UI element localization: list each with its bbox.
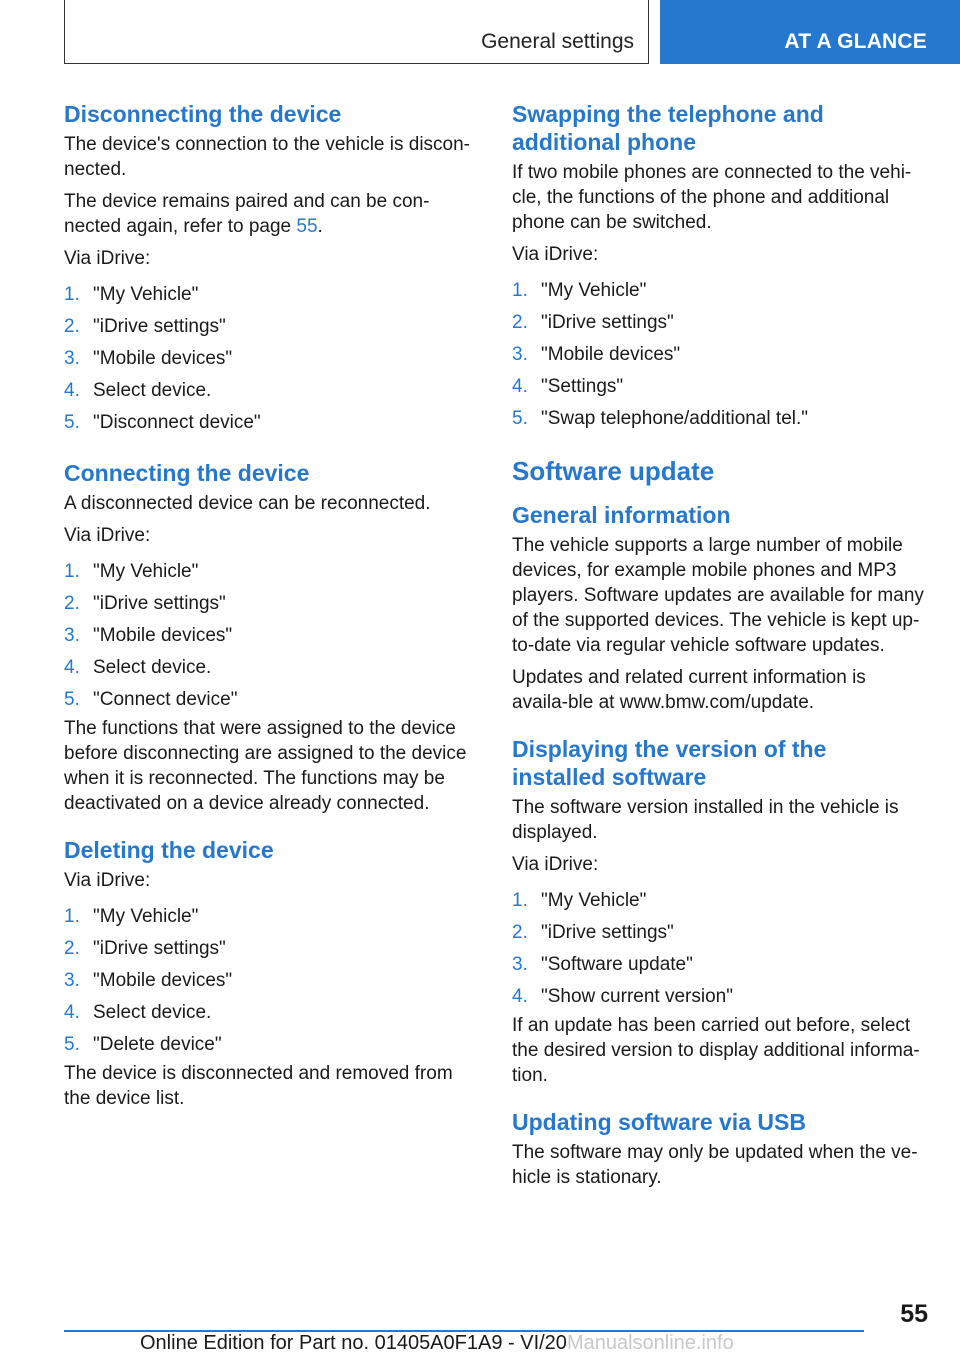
list-item	[512, 885, 924, 917]
page-number: 55	[900, 1300, 928, 1328]
step-text: "Swap telephone/additional tel."	[541, 408, 809, 429]
step-text: "My Vehicle"	[93, 284, 199, 305]
step-number: 1.	[512, 280, 528, 301]
list-item	[64, 684, 476, 716]
paragraph: The functions that were assigned to the device before disconnecting are assigned to the device when it is reconnected. The functions may be deactivated on a device already connected.	[64, 718, 467, 814]
step-number: 1.	[64, 561, 80, 582]
via-idrive-label: Via iDrive:	[512, 854, 599, 875]
list-item	[512, 981, 924, 1013]
step-number: 3.	[64, 348, 80, 369]
step-number: 3.	[512, 344, 528, 365]
section-general-information	[512, 501, 924, 715]
step-number: 1.	[64, 906, 80, 927]
step-text: Select device.	[93, 1002, 212, 1023]
step-number: 4.	[512, 376, 528, 397]
step-text: "My Vehicle"	[541, 890, 647, 911]
step-text: "Delete device"	[93, 1034, 222, 1055]
step-text: "iDrive settings"	[541, 312, 674, 333]
footer-edition-text: Online Edition for Part no. 01405A0F1A9 - VI/20	[140, 1332, 567, 1354]
step-text: "iDrive settings"	[541, 922, 674, 943]
header-badge: AT A GLANCE	[784, 30, 927, 53]
heading-deleting: Deleting the device	[64, 837, 274, 863]
paragraph: The device is disconnected and removed from the device list.	[64, 1063, 453, 1109]
heading-general-information: General information	[512, 502, 731, 528]
list-item	[64, 588, 476, 620]
steps-list	[512, 275, 924, 435]
step-text: "Settings"	[541, 376, 624, 397]
left-column	[64, 100, 476, 1131]
step-text: "My Vehicle"	[93, 906, 199, 927]
heading-updating-usb: Updating software via USB	[512, 1109, 806, 1135]
step-text: "Software update"	[541, 954, 693, 975]
list-item	[512, 275, 924, 307]
list-item	[64, 901, 476, 933]
paragraph: The device's connection to the vehicle is discon-nected.	[64, 134, 471, 180]
step-number: 4.	[64, 380, 80, 401]
list-item	[512, 403, 924, 435]
section-disconnecting	[64, 100, 476, 439]
step-text: "Mobile devices"	[93, 625, 233, 646]
header-badge-box	[660, 0, 960, 64]
section-software-update	[512, 455, 924, 487]
heading-swapping: Swapping the telephone and additional phone	[512, 101, 824, 155]
list-item	[512, 339, 924, 371]
via-idrive-label: Via iDrive:	[64, 525, 151, 546]
step-number: 2.	[512, 312, 528, 333]
paragraph: The software version installed in the vehicle is displayed.	[512, 797, 899, 843]
list-item	[64, 965, 476, 997]
paragraph: Updates and related current information is availa-ble at www.bmw.com/update.	[512, 667, 866, 713]
step-number: 2.	[64, 316, 80, 337]
list-item	[64, 933, 476, 965]
step-number: 4.	[64, 1002, 80, 1023]
paragraph: A disconnected device can be reconnected.	[64, 493, 431, 514]
steps-list	[512, 885, 924, 1013]
paragraph: The vehicle supports a large number of mobile devices, for example mobile phones and MP3 players. Software updates are available for many of the supported devices. The vehicle is kept up-to-date via regular vehicle software updates.	[512, 535, 924, 656]
header-section-box	[64, 0, 649, 64]
steps-list	[64, 901, 476, 1061]
step-text: "Mobile devices"	[93, 970, 233, 991]
section-updating-usb	[512, 1108, 924, 1190]
section-displaying-version	[512, 735, 924, 1088]
list-item	[64, 556, 476, 588]
step-text: "Mobile devices"	[93, 348, 233, 369]
header-section-title: General settings	[481, 30, 634, 53]
paragraph-text: The device remains paired and can be con-nected again, refer to page	[64, 191, 430, 237]
page-link[interactable]: 55	[296, 216, 318, 237]
step-text: "My Vehicle"	[93, 561, 199, 582]
paragraph: If two mobile phones are connected to the vehi-cle, the functions of the phone and additional phone can be switched.	[512, 162, 912, 233]
step-text: "iDrive settings"	[93, 938, 226, 959]
list-item	[512, 917, 924, 949]
step-text: "Mobile devices"	[541, 344, 681, 365]
step-number: 1.	[512, 890, 528, 911]
step-number: 5.	[64, 1034, 80, 1055]
via-idrive-label: Via iDrive:	[64, 870, 151, 891]
section-swapping	[512, 100, 924, 435]
heading-disconnecting: Disconnecting the device	[64, 101, 342, 127]
list-item	[512, 371, 924, 403]
list-item	[512, 307, 924, 339]
list-item	[64, 407, 476, 439]
paragraph: If an update has been carried out before, select the desired version to display additional informa-tion.	[512, 1015, 920, 1086]
step-number: 5.	[64, 412, 80, 433]
step-number: 2.	[64, 593, 80, 614]
watermark: Manualsonline.info	[566, 1332, 734, 1354]
steps-list	[64, 556, 476, 716]
step-number: 5.	[64, 689, 80, 710]
heading-displaying-version: Displaying the version of the installed software	[512, 736, 827, 790]
heading-connecting: Connecting the device	[64, 460, 310, 486]
step-text: "iDrive settings"	[93, 316, 226, 337]
list-item	[64, 343, 476, 375]
step-text: "Connect device"	[93, 689, 238, 710]
via-idrive-label: Via iDrive:	[512, 244, 599, 265]
paragraph	[64, 189, 476, 239]
step-number: 2.	[64, 938, 80, 959]
step-text: "My Vehicle"	[541, 280, 647, 301]
step-text: "Disconnect device"	[93, 412, 261, 433]
list-item	[64, 652, 476, 684]
list-item	[64, 279, 476, 311]
section-deleting	[64, 836, 476, 1111]
step-number: 4.	[64, 657, 80, 678]
step-number: 2.	[512, 922, 528, 943]
via-idrive-label: Via iDrive:	[64, 248, 151, 269]
paragraph: The software may only be updated when the ve-hicle is stationary.	[512, 1142, 918, 1188]
step-number: 3.	[64, 625, 80, 646]
step-number: 3.	[64, 970, 80, 991]
step-number: 5.	[512, 408, 528, 429]
step-number: 4.	[512, 986, 528, 1007]
step-number: 3.	[512, 954, 528, 975]
right-column	[512, 100, 924, 1210]
list-item	[64, 311, 476, 343]
list-item	[64, 1029, 476, 1061]
step-text: "Show current version"	[541, 986, 733, 1007]
step-number: 1.	[64, 284, 80, 305]
step-text: "iDrive settings"	[93, 593, 226, 614]
step-text: Select device.	[93, 657, 212, 678]
steps-list	[64, 279, 476, 439]
section-connecting	[64, 459, 476, 816]
list-item	[64, 620, 476, 652]
list-item	[64, 375, 476, 407]
paragraph-text: .	[317, 216, 323, 237]
list-item	[512, 949, 924, 981]
heading-software-update: Software update	[512, 456, 715, 486]
step-text: Select device.	[93, 380, 212, 401]
list-item	[64, 997, 476, 1029]
footer-edition	[140, 1332, 734, 1355]
